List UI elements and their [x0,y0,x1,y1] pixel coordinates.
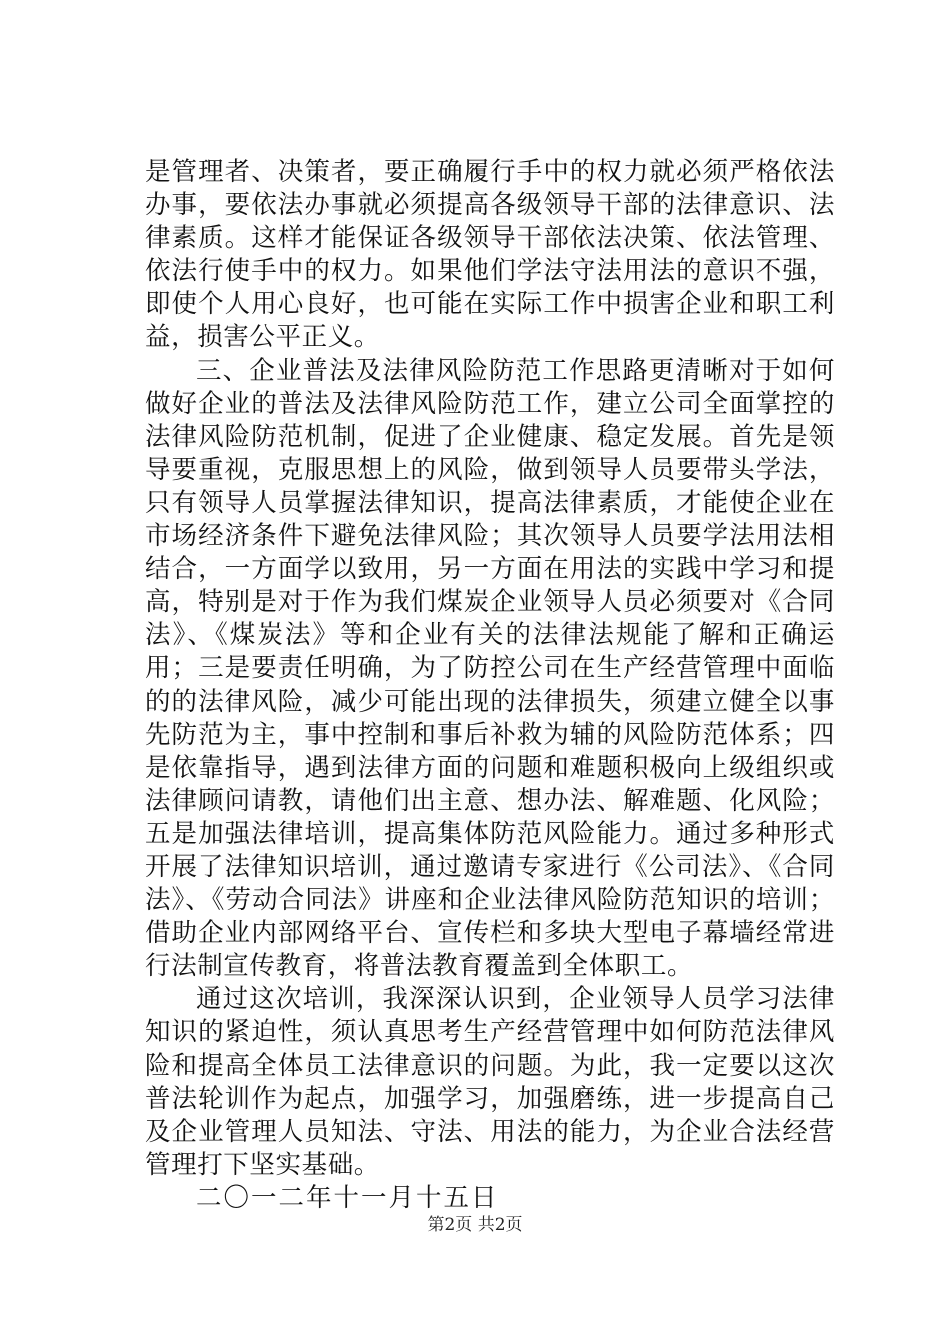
page-footer: 第2页 共2页 [427,1215,523,1235]
document-body [145,156,835,1215]
paragraph-section-three: 三、企业普法及法律风险防范工作思路更清晰对于如何做好企业的普法及法律风险防范工作，建立公司全面掌控的法律风险防范机制，促进了企业健康、稳定发展。首先是领导要重视，克服思想上的风险，做到领导人员要带头学法，只有领导人员掌握法律知识，提高法律素质，才能使企业在市场经济条件下避免法律风险；其次领导人员要学法用法相结合，一方面学以致用，另一方面在用法的实践中学习和提高，特别是对于作为我们煤炭企业领导人员必须要对《合同法》、《煤炭法》等和企业有关的法律法规能了解和正确运用；三是要责任明确，为了防控公司在生产经营管理中面临的的法律风险，减少可能出现的法律损失，须建立健全以事先防范为主，事中控制和事后补救为辅的风险防范体系；四是依靠指导，遇到法律方面的问题和难题积极向上级组织或法律顾问请教，请他们出主意、想办法、解难题、化风险；五是加强法律培训，提高集体防范风险能力。通过多种形式开展了法律知识培训，通过邀请专家进行《公司法》、《合同法》、《劳动合同法》讲座和企业法律风险防范知识的培训；借助企业内部网络平台、宣传栏和多块大型电子幕墙经常进行法制宣传教育，将普法教育覆盖到全体职工。 [145,355,835,982]
document-date: 二〇一二年十一月十五日 [196,1182,499,1213]
paragraph-conclusion: 通过这次培训，我深深认识到，企业领导人员学习法律知识的紧迫性，须认真思考生产经营管理中如何防范法律风险和提高全体员工法律意识的问题。为此，我一定要以这次普法轮训作为起点，加强学习，加强磨练，进一步提高自己及企业管理人员知法、守法、用法的能力，为企业合法经营管理打下坚实基础。 [145,984,835,1180]
paragraph-continuation: 是管理者、决策者，要正确履行手中的权力就必须严格依法办事，要依法办事就必须提高各级领导干部的法律意识、法律素质。这样才能保证各级领导干部依法决策、依法管理、依法行使手中的权力。如果他们学法守法用法的意识不强，即使个人用心良好，也可能在实际工作中损害企业和职工利益，损害公平正义。 [145,157,835,353]
